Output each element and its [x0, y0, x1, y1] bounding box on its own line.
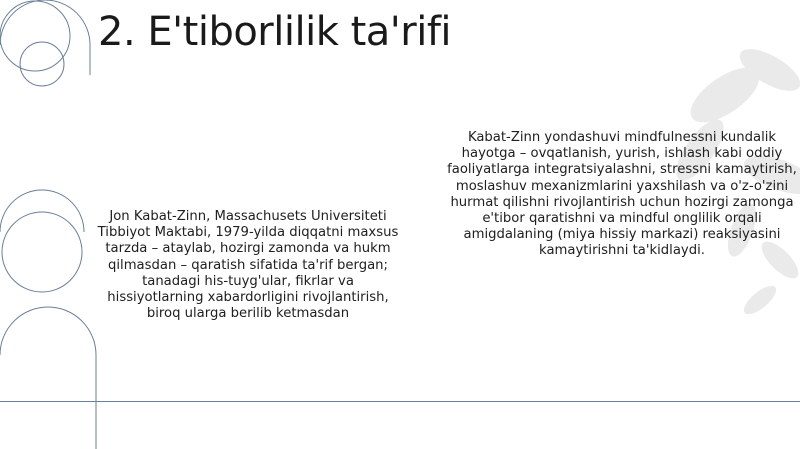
deco-circle-middle [2, 212, 82, 292]
slide-title: 2. E'tiborlilik ta'rifi [98, 9, 452, 55]
deco-circle-small [20, 42, 64, 86]
left-text-block: Jon Kabat-Zinn, Massachusets Universiteti Tibbiyot Maktabi, 1979-yilda diqqatni maxsus tarzda – ataylab, hozirgi zamonda va hukm qilmasdan – qaratish sifatida ta'rif bergan; tanadagi his-tuyg'ular, fikrlar va hissiyotlarning xabardorligini rivojlantirish, biroq ularga berilib ketmasdan [97, 209, 399, 322]
deco-arc-bottom [0, 307, 96, 449]
right-text-block: Kabat-Zinn yondashuvi mindfulnessni kundalik hayotga – ovqatlanish, yurish, ishlash kabi oddiy faoliyatlarga integratsiyalashni, stressni kamaytirish, moslashuv mexanizmlarini yaxshilash va o'z-o'zini hurmat qilishni rivojlantirish uchun hozirgi zamonga e'tibor qaratishni va mindful onglilik orqali amigdalaning (miya hissiy markazi) reaksiyasini kamaytirishni ta'kidlaydi. [447, 130, 797, 259]
footer-divider [0, 401, 800, 402]
deco-arc-middle [0, 190, 84, 232]
deco-circle-large [0, 1, 70, 71]
deco-arc-top [0, 0, 90, 45]
